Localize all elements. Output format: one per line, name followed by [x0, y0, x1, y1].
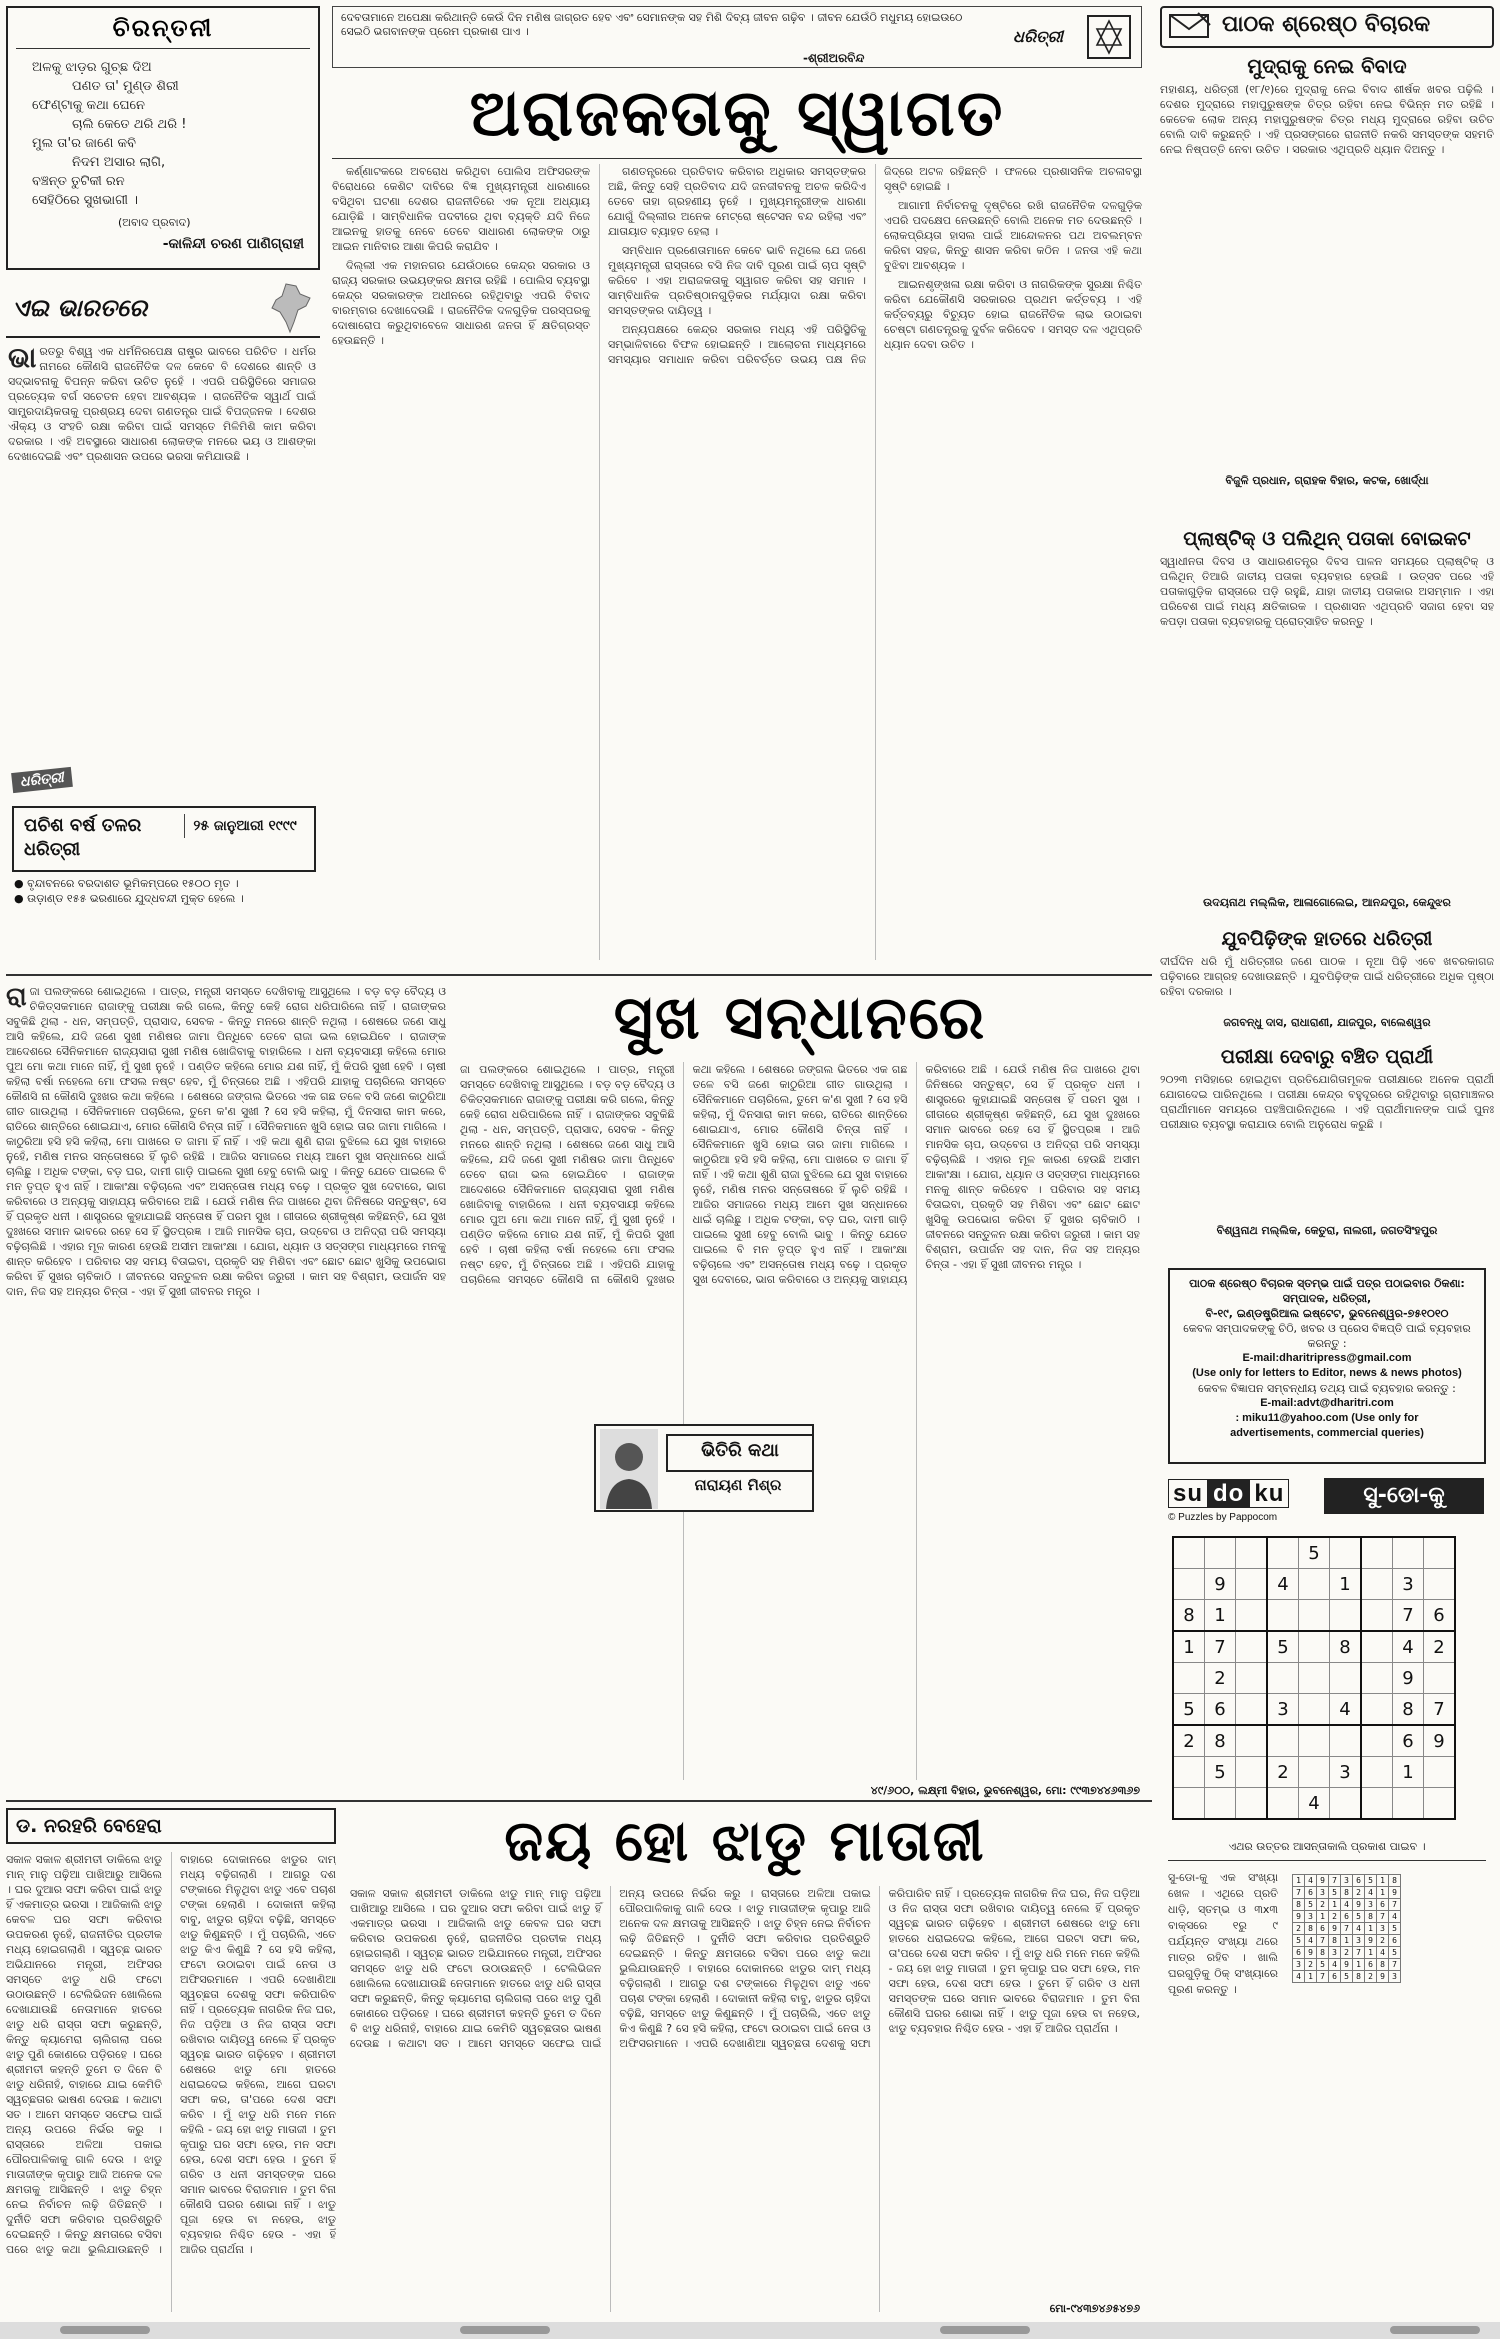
answer-cell: 4 [1389, 1911, 1401, 1923]
answer-cell: 6 [1389, 1935, 1401, 1947]
envelope-icon [1168, 11, 1212, 41]
sudoku-cell[interactable] [1236, 1631, 1268, 1663]
sudoku-cell: 8 [1173, 1600, 1205, 1632]
sudoku-logo-part: su [1168, 1479, 1208, 1508]
sudoku-cell[interactable] [1299, 1694, 1330, 1726]
answer-row [1293, 1923, 1401, 1935]
answer-cell: 4 [1353, 1923, 1365, 1935]
sudoku-cell[interactable] [1236, 1600, 1268, 1632]
sudoku-answer-grid [1292, 1874, 1401, 1983]
answer-cell: 8 [1305, 1923, 1317, 1935]
answer-cell: 9 [1377, 1971, 1389, 1983]
masthead-paper-name: ଧରିତ୍ରୀ [1013, 27, 1063, 46]
answer-cell: 1 [1365, 1923, 1377, 1935]
archive-item: ● ବୃନ୍ଦାବନରେ ବରଦାଶତ ଭୂମିକମ୍ପରେ ୧୫୦୦ ମୃତ । [14, 877, 239, 890]
aji-bharat-header [6, 280, 320, 338]
sudoku-cell[interactable] [1424, 1663, 1456, 1694]
answer-cell: 2 [1293, 1923, 1305, 1935]
masthead-quote-author: -ଶ୍ରୀଅରବିନ୍ଦ [803, 51, 865, 65]
column-byline-box [594, 1424, 814, 1512]
letter-item [1160, 928, 1494, 1030]
sudoku-cell: 8 [1330, 1631, 1362, 1663]
answer-cell: 8 [1353, 1971, 1365, 1983]
poem-line: ପଣତ ତା' ମୁଣ୍ଡ ଶିରୀ [72, 79, 179, 94]
sudoku-logo-part: ku [1249, 1479, 1289, 1508]
sudoku-cell: 4 [1393, 1631, 1424, 1663]
contact-line: ସମ୍ପାଦକ, ଧରିତ୍ରୀ, [1282, 1292, 1372, 1305]
india-map-icon [266, 282, 314, 334]
poem-author: -କାଳିନ୍ଦୀ ଚରଣ ପାଣିଗ୍ରାହୀ [162, 236, 304, 252]
sudoku-cell[interactable] [1393, 1788, 1424, 1820]
sudoku-cell: 7 [1424, 1694, 1456, 1726]
contact-line: ବି-୧୯, ଇଣ୍ଡଷ୍ଟ୍ରିଆଲ ଇଷ୍ଟେଟ, ଭୁବନେଶ୍ୱର-୭୫୧୦୧୦ [1205, 1307, 1449, 1320]
answer-cell: 1 [1377, 1875, 1389, 1887]
lower-page-rule [6, 1800, 1152, 1802]
sudoku-cell: 2 [1205, 1663, 1236, 1694]
answer-cell: 9 [1353, 1899, 1365, 1911]
contact-email-alt[interactable]: : miku11@yahoo.com (Use only for [1235, 1412, 1419, 1424]
answer-cell: 8 [1365, 1911, 1377, 1923]
answer-cell: 3 [1365, 1899, 1377, 1911]
answer-cell: 8 [1377, 1959, 1389, 1971]
answer-cell: 5 [1329, 1887, 1341, 1899]
sudoku-cell: 8 [1393, 1694, 1424, 1726]
sudoku-cell: 5 [1205, 1757, 1236, 1788]
letters-section [1160, 6, 1494, 1256]
sukha-text: ଜା ପଲଙ୍କରେ ଶୋଇଥିଲେ । ପାତ୍ର, ମନ୍ତ୍ରୀ ସମସ୍ତେ ଦେଖିବାକୁ ଆସୁଥିଲେ । ବଡ଼ ବଡ଼ ବୈଦ୍ୟ ଓ ଚିକିତ୍ସକମାନେ ରାଜାଙ୍କୁ ପରୀକ୍ଷା କରି ଗଲେ, କିନ୍ତୁ କେହି ରୋଗ ଧରିପାରିଲେ ନାହିଁ । ରାଜାଙ୍କର ସବୁକିଛି ଥିଲା - ଧନ, ସମ୍ପତ୍ତି, ପ୍ରାସାଦ, ସେବକ - କିନ୍ତୁ ମନରେ ଶାନ୍ତି ନଥିଲା । ଶେଷରେ ଜଣେ ସାଧୁ ଆସି କହିଲେ, ଯଦି ଜଣେ ସୁଖୀ ମଣିଷର ଜାମା ପିନ୍ଧିବେ ତେବେ ରାଜା ଭଲ ହୋଇଯିବେ । ରାଜାଙ୍କ ଆଦେଶରେ ସୈନିକମାନେ ରାଜ୍ୟସାରା ସୁଖୀ ମଣିଷ ଖୋଜିବାକୁ ବାହାରିଲେ । ଧନୀ ବ୍ୟବସାୟୀ କହିଲେ ମୋର ପୁଅ ମୋ କଥା ମାନେ ନାହିଁ, ମୁଁ ସୁଖୀ ନୁହେଁ । ପଣ୍ଡିତ କହିଲେ ମୋର ଯଶ ନାହିଁ, ମୁଁ କିପରି ସୁଖୀ ହେବି । ଚାଷୀ କହିଲା ବର୍ଷା ନହେଲେ ମୋ ଫସଲ ନଷ୍ଟ ହେବ, ମୁଁ ଚିନ୍ତାରେ ଅଛି । ଏହିପରି ଯାହାକୁ ପଚାରିଲେ ସମସ୍ତେ କୌଣସି ନା କୌଣସି ଦୁଃଖର କଥା କହିଲେ । ଶେଷରେ ଜଙ୍ଗଲ ଭିତରେ ଏକ ଗଛ ତଳେ ବସି ଜଣେ କାଠୁରିଆ ଗୀତ ଗାଉଥିଲା । ସୈନିକମାନେ ପଚାରିଲେ, ତୁମେ କ'ଣ ସୁଖୀ ? ସେ ହସି କହିଲା, ମୁଁ ଦିନସାରା କାମ କରେ, ରାତିରେ ଶାନ୍ତିରେ ଶୋଇଯାଏ, ମୋର କୌଣସି ଚିନ୍ତା ନାହିଁ । ସୈନିକମାନେ ଖୁସି ହୋଇ ତାର ଜାମା ମାଗିଲେ । କାଠୁରିଆ ହସି ହସି କହିଲା, ମୋ ପାଖରେ ତ ଜାମା ହିଁ ନାହିଁ । ଏହି କଥା ଶୁଣି ରାଜା ବୁଝିଲେ ଯେ ସୁଖ ବାହାରେ ନୁହେଁ, ମଣିଷ ମନର ସନ୍ତୋଷରେ ହିଁ ଲୁଚି ରହିଛି । ଆଜିର ସମାଜରେ ମଧ୍ୟ ଆମେ ସୁଖ ସନ୍ଧାନରେ ଧାଇଁ ଚାଲିଛୁ । ଅଧିକ ଟଙ୍କା, ବଡ଼ ଘର, ଦାମୀ ଗାଡ଼ି ପାଇଲେ ସୁଖୀ ହେବୁ ବୋଲି ଭାବୁ । କିନ୍ତୁ ଯେତେ ପାଇଲେ ବି ମନ ତୃପ୍ତ ହୁଏ ନାହିଁ । ଆକାଂକ୍ଷା ବଢ଼ିଚାଲେ ଏବଂ ଅସନ୍ତୋଷ ମଧ୍ୟ ବଢ଼େ । ପ୍ରକୃତ ସୁଖ ଦେବାରେ, ଭାଗ କରିବାରେ ଓ ଅନ୍ୟକୁ ସାହାଯ୍ୟ କରିବାରେ ଅଛି । ଯେଉଁ ମଣିଷ ନିଜ ପାଖରେ ଥିବା ଜିନିଷରେ ସନ୍ତୁଷ୍ଟ, ସେ ହିଁ ପ୍ରକୃତ ଧନୀ । ଶାସ୍ତ୍ରରେ କୁହାଯାଇଛି ସନ୍ତୋଷ ହିଁ ପରମ ସୁଖ । ଗୀତାରେ ଶ୍ରୀକୃଷ୍ଣ କହିଛନ୍ତି, ଯେ ସୁଖ ଦୁଃଖରେ ସମାନ ଭାବରେ ରହେ ସେ ହିଁ ସ୍ଥିତପ୍ରଜ୍ଞ । ଆଜି ମାନସିକ ଚାପ, ଉଦ୍‌ବେଗ ଓ ଅନିଦ୍ରା ପରି ସମସ୍ୟା ବଢ଼ିଚାଲିଛି । ଏହାର ମୂଳ କାରଣ ହେଉଛି ଅସୀମ ଆକାଂକ୍ଷା । ଯୋଗ, ଧ୍ୟାନ ଓ ସତ୍‌ସଙ୍ଗ ମାଧ୍ୟମରେ ମନକୁ ଶାନ୍ତ କରିହେବ । ପରିବାର ସହ ସମୟ ବିତାଇବା, ପ୍ରକୃତି ସହ ମିଶିବା ଏବଂ ଛୋଟ ଛୋଟ ଖୁସିକୁ ଉପଭୋଗ କରିବା ହିଁ ସୁଖର ଚାବିକାଠି । ଜୀବନରେ ସନ୍ତୁଳନ ରକ୍ଷା କରିବା ଜରୁରୀ । କାମ ସହ ବିଶ୍ରାମ, ଉପାର୍ଜନ ସହ ଦାନ, ନିଜ ସହ ଅନ୍ୟର ଚିନ୍ତା - ଏହା ହିଁ ସୁଖୀ ଜୀବନର ମନ୍ତ୍ର । [6, 985, 446, 1298]
sudoku-rules: ସୁ-ଡୋ-କୁ ଏକ ସଂଖ୍ୟା ଖେଳ । ଏଥିରେ ପ୍ରତି ଧାଡ଼ି, ସ୍ତମ୍ଭ ଓ ୩x୩ ବାକ୍ସରେ ୧ରୁ ୯ ପର୍ଯ୍ୟନ୍ତ ସଂଖ୍ୟା ଥରେ ମାତ୍ର ରହିବ । ଖାଲି ଘରଗୁଡ଼ିକୁ ଠିକ୍ ସଂଖ୍ୟାରେ ପୂରଣ କରନ୍ତୁ । [1168, 1871, 1278, 1996]
answer-cell: 6 [1353, 1875, 1365, 1887]
sudoku-cell[interactable] [1361, 1537, 1393, 1569]
jay-phone: ମୋ-୯୪୩୭୪୬୫୪୭୬ [930, 2302, 1140, 2316]
answer-cell: 6 [1305, 1887, 1317, 1899]
answer-cell: 2 [1377, 1935, 1389, 1947]
editorial-body [332, 164, 1142, 960]
sudoku-odia-title: ସୁ-ଡୋ-କୁ [1324, 1478, 1484, 1514]
poem-line: ଅଳକୁ ଝାଡ଼ର ଗୁଚ୍ଛ ଦିଅ [32, 60, 152, 75]
sudoku-cell[interactable] [1236, 1694, 1268, 1726]
answer-row [1293, 1911, 1401, 1923]
poem-lines [32, 58, 186, 210]
answer-cell: 1 [1329, 1899, 1341, 1911]
sudoku-cell[interactable] [1330, 1600, 1362, 1632]
sudoku-cell: 3 [1330, 1757, 1362, 1788]
sudoku-cell[interactable] [1205, 1788, 1236, 1820]
column-label: ଭିତିରି କଥା [666, 1434, 814, 1472]
jay-headline: ଜୟ ହୋ ଝାଡୁ ମାତାଜୀ [504, 1809, 986, 1874]
masthead-quote-box [332, 6, 1142, 68]
sudoku-cell: 5 [1173, 1694, 1205, 1726]
sudoku-cell: 3 [1267, 1694, 1299, 1726]
sudoku-row [1173, 1757, 1455, 1788]
aji-bharat-heading: ଏଇ ଭାରତରେ [12, 294, 148, 322]
archive-title-box [12, 806, 316, 872]
sudoku-cell: 7 [1205, 1631, 1236, 1663]
sudoku-logo-part: do [1208, 1479, 1249, 1508]
sudoku-cell[interactable] [1361, 1663, 1393, 1694]
answer-cell: 9 [1305, 1947, 1317, 1959]
sukha-address: ୪୯/୬୦୦, ଲକ୍ଷ୍ମୀ ବିହାର, ଭୁବନେଶ୍ୱର, ମୋ: ୯୯୩୭୪୪୬୩୬୭ [870, 1784, 1140, 1797]
answer-cell: 4 [1293, 1971, 1305, 1983]
letter-title: ପ୍ଲାଷ୍ଟିକ୍ ଓ ପଲିଥିନ୍ ପତାକା ବୋଇକଟ [1183, 528, 1471, 550]
sudoku-row [1173, 1663, 1455, 1694]
answer-cell: 8 [1293, 1899, 1305, 1911]
answer-cell: 1 [1341, 1935, 1353, 1947]
sudoku-cell[interactable] [1424, 1569, 1456, 1600]
sudoku-cell[interactable] [1236, 1537, 1268, 1569]
answer-cell: 1 [1305, 1971, 1317, 1983]
sudoku-cell[interactable] [1267, 1600, 1299, 1632]
letter-body: ସ୍ୱାଧୀନତା ଦିବସ ଓ ସାଧାରଣତନ୍ତ୍ର ଦିବସ ପାଳନ ସମୟରେ ପ୍ଲାଷ୍ଟିକ୍ ଓ ପଲିଥିନ୍ ତିଆରି ଜାତୀୟ ପତାକା ବ୍ୟବହାର ହେଉଛି । ଉତ୍ସବ ପରେ ଏହି ପତାକାଗୁଡ଼ିକ ରାସ୍ତାରେ ପଡ଼ି ରହୁଛି, ଯାହା ଜାତୀୟ ପତାକାର ଅସମ୍ମାନ । ଏହା ପରିବେଶ ପାଇଁ ମଧ୍ୟ କ୍ଷତିକାରକ । ପ୍ରଶାସନ ଏଥିପ୍ରତି ସଜାଗ ହେବା ସହ କପଡ଼ା ପତାକା ବ୍ୟବହାରକୁ ପ୍ରୋତ୍ସାହିତ କରନ୍ତୁ । [1160, 555, 1494, 628]
archive-box [6, 770, 320, 970]
jay-author-label: ଡ. ନରହରି ବେହେରା [16, 1815, 162, 1837]
letter-signature: ଜଗବନ୍ଧୁ ଦାସ, ରାଧାରାଣୀ, ଯାଜପୁର, ବାଲେଶ୍ୱର [1223, 1016, 1431, 1029]
sudoku-cell[interactable] [1267, 1788, 1299, 1820]
answer-cell: 1 [1377, 1887, 1389, 1899]
answer-cell: 2 [1329, 1911, 1341, 1923]
sudoku-cell[interactable] [1330, 1725, 1362, 1757]
answer-cell: 4 [1377, 1947, 1389, 1959]
answer-cell: 6 [1329, 1971, 1341, 1983]
answer-cell: 3 [1293, 1959, 1305, 1971]
star-emblem-icon [1087, 15, 1131, 59]
sudoku-cell[interactable] [1299, 1757, 1330, 1788]
answer-row [1293, 1947, 1401, 1959]
answer-row [1293, 1875, 1401, 1887]
sudoku-header [1168, 1478, 1486, 1526]
sudoku-cell[interactable] [1236, 1788, 1268, 1820]
poem-line: ବଞ୍ଚନ୍ତ ତୁଟିକୀ ରନ [32, 174, 125, 189]
footer-tab [60, 2326, 150, 2334]
answer-row [1293, 1899, 1401, 1911]
sudoku-cell: 4 [1330, 1694, 1362, 1726]
answer-cell: 1 [1353, 1959, 1365, 1971]
editorial-headline: ଅରାଜକତାକୁ ସ୍ୱାଗତ [469, 77, 1005, 151]
answer-cell: 2 [1305, 1959, 1317, 1971]
answer-cell: 6 [1293, 1947, 1305, 1959]
answer-cell: 9 [1365, 1935, 1377, 1947]
sudoku-cell: 8 [1205, 1725, 1236, 1757]
answer-cell: 2 [1353, 1887, 1365, 1899]
sudoku-cell: 6 [1424, 1600, 1456, 1632]
answer-cell: 1 [1365, 1947, 1377, 1959]
sudoku-cell[interactable] [1267, 1537, 1299, 1569]
poem-line: ସେହିଠିରେ ସୁଖଭାଗୀ । [32, 193, 138, 208]
sudoku-section [1168, 1478, 1486, 2328]
answer-cell: 6 [1317, 1923, 1329, 1935]
sudoku-cell[interactable] [1330, 1663, 1362, 1694]
sudoku-row [1173, 1537, 1455, 1569]
letters-banner-title: ପାଠକ ଶ୍ରେଷ୍ଠ ବିଚାରକ [1222, 12, 1431, 37]
sudoku-row [1173, 1725, 1455, 1757]
answer-cell: 8 [1329, 1935, 1341, 1947]
answer-cell: 9 [1329, 1923, 1341, 1935]
answer-cell: 4 [1341, 1899, 1353, 1911]
sudoku-cell: 1 [1173, 1631, 1205, 1663]
answer-cell: 7 [1341, 1923, 1353, 1935]
answer-row [1293, 1959, 1401, 1971]
sudoku-cell[interactable] [1361, 1788, 1393, 1820]
sudoku-cell[interactable] [1361, 1725, 1393, 1757]
poem-source: (ଅବାଦ ପ୍ରବାଦ) [118, 216, 191, 229]
sudoku-grid[interactable] [1172, 1536, 1456, 1820]
editorial-paragraph: ଅନ୍ୟପକ୍ଷରେ କେନ୍ଦ୍ର ସରକାର ମଧ୍ୟ ଏହି ପରିସ୍ଥିତିକୁ ସମ୍ଭାଳିବାରେ ବିଫଳ ହୋଇଛନ୍ତି । ଆଲୋଚନା ମାଧ୍ୟମରେ ସମସ୍ୟାର ସମାଧାନ କରିବା ପରିବର୍ତ୍ତେ ଉଭୟ ପକ୍ଷ ନିଜ ଜିଦ୍‌ରେ ଅଟଳ ରହିଛନ୍ତି । ଫଳରେ ପ୍ରଶାସନିକ ଅଚଳାବସ୍ଥା ସୃଷ୍ଟି ହୋଇଛି । [608, 165, 1142, 366]
sudoku-cell[interactable] [1299, 1663, 1330, 1694]
aji-bharat-drop-cap: ଭା [8, 344, 37, 374]
answer-cell: 7 [1389, 1899, 1401, 1911]
contact-line: ପାଠକ ଶ୍ରେଷ୍ଠ ବିଚାରକ ସ୍ତମ୍ଭ ପାଇଁ ପତ୍ର ପଠାଇବାର ଠିକଣା: [1189, 1277, 1465, 1290]
answer-cell: 5 [1317, 1959, 1329, 1971]
sudoku-cell[interactable] [1330, 1537, 1362, 1569]
sudoku-cell: 6 [1205, 1694, 1236, 1726]
mid-page-rule [6, 974, 1152, 976]
letter-item [1160, 1046, 1494, 1238]
answer-row [1293, 1935, 1401, 1947]
sudoku-cell: 5 [1267, 1631, 1299, 1663]
aji-bharat-section [6, 280, 320, 750]
answer-cell: 7 [1293, 1887, 1305, 1899]
sudoku-cell: 6 [1393, 1725, 1424, 1757]
letter-body: ମହାଶୟ, ଧରିତ୍ରୀ (୧୮/୧)ରେ ମୁଦ୍ରାକୁ ନେଇ ବିବାଦ ଶୀର୍ଷକ ଖବର ପଢ଼ିଲି । ଦେଶର ମୁଦ୍ରାରେ ମହାପୁରୁଷଙ୍କ ଚିତ୍ର ରହିବା ନେଇ ବିଭିନ୍ନ ମତ ରହିଛି । କେତେକ ଲୋକ ଅନ୍ୟ ମହାପୁରୁଷଙ୍କ ଚିତ୍ର ମଧ୍ୟ ମୁଦ୍ରାରେ ରହିବା ଉଚିତ ବୋଲି ଦାବି କରୁଛନ୍ତି । ଏହି ପ୍ରସଙ୍ଗରେ ରାଜନୀତି ନକରି ସମସ୍ତଙ୍କ ସହମତି ନେଇ ନିଷ୍ପତ୍ତି ନେବା ଉଚିତ । ସରକାର ଏଥିପ୍ରତି ଧ୍ୟାନ ଦିଅନ୍ତୁ । [1160, 83, 1494, 156]
answer-cell: 2 [1365, 1971, 1377, 1983]
answer-cell: 6 [1377, 1899, 1389, 1911]
sudoku-cell: 2 [1173, 1725, 1205, 1757]
sudoku-cell[interactable] [1361, 1600, 1393, 1632]
sudoku-cell[interactable] [1330, 1788, 1362, 1820]
sudoku-cell[interactable] [1236, 1569, 1268, 1600]
sudoku-divider [1168, 1860, 1486, 1861]
sudoku-cell[interactable] [1299, 1569, 1330, 1600]
letter-signature: ବିଶ୍ୱନାଥ ମଲ୍ଲିକ, କେତୁରା, ନାଲଗୀ, ଜଗତସିଂହପୁର [1216, 1224, 1438, 1237]
sudoku-cell[interactable] [1236, 1725, 1268, 1757]
sudoku-cell: 4 [1267, 1569, 1299, 1600]
jay-author-box [6, 1808, 336, 1844]
sudoku-cell: 1 [1205, 1600, 1236, 1632]
letter-title: ଯୁବପିଢ଼ିଙ୍କ ହାତରେ ଧରିତ୍ରୀ [1221, 928, 1433, 950]
sudoku-cell: 4 [1299, 1788, 1330, 1820]
footer-tab [940, 2326, 1030, 2334]
sudoku-cell[interactable] [1361, 1569, 1393, 1600]
sudoku-cell[interactable] [1424, 1788, 1456, 1820]
masthead-quote: ଦେବତାମାନେ ଅପେକ୍ଷା କରିଥାନ୍ତି କେଉଁ ଦିନ ମଣିଷ ଜାଗ୍ରତ ହେବ ଏବଂ ସେମାନଙ୍କ ସହ ମିଶି ଦିବ୍ୟ ଜୀବନ ଗଢ଼ିବ । ଜୀବନ ଯେଉଁଠି ମଧୁମୟ ହୋଇଉଠେ ସେଇଠି ଭଗବାନଙ୍କ ପ୍ରେମ ପ୍ରକାଶ ପାଏ । [341, 11, 963, 38]
answer-row [1293, 1971, 1401, 1983]
answer-cell: 3 [1389, 1971, 1401, 1983]
poem-title: ଚିରନ୍ତନୀ [112, 14, 214, 42]
sudoku-cell[interactable] [1205, 1537, 1236, 1569]
poem-line: ଚାଲି କେତେ ଥରି ଥରି ! [72, 117, 187, 132]
archive-items [14, 876, 314, 906]
editorial-paragraph: କର୍ଣ୍ଣାଟକରେ ଅବରୋଧ କରିଥିବା ପୋଲିସ ଅଫିସରଙ୍କ ବିରୋଧରେ କେଶିଟ ଦାବିରେ ବିଜ୍ଞ ମୁଖ୍ୟମନ୍ତ୍ରୀ ଧାରଣାରେ ବସିଥିବା ଘଟଣା ଦେଶର ରାଜନୀତିରେ ଏକ ନୂଆ ଅଧ୍ୟାୟ ଯୋଡ଼ିଛି । ସାମ୍ବିଧାନିକ ପଦବୀରେ ଥିବା ବ୍ୟକ୍ତି ଯଦି ନିଜେ ଆଇନକୁ ହାତକୁ ନେବେ ତେବେ ସାଧାରଣ ଲୋକଙ୍କ ଠାରୁ ଆଇନ ମାନିବାର ଆଶା କିପରି କରାଯିବ । [332, 165, 590, 253]
author-photo-icon [600, 1429, 658, 1509]
sukha-drop-cap: ରା [6, 984, 27, 1012]
sudoku-cell: 3 [1393, 1569, 1424, 1600]
editorial-paragraph: ସମ୍ବିଧାନ ପ୍ରଣେତାମାନେ କେବେ ଭାବି ନଥିଲେ ଯେ ଜଣେ ମୁଖ୍ୟମନ୍ତ୍ରୀ ରାସ୍ତାରେ ବସି ନିଜ ଦାବି ପୂରଣ ପାଇଁ ଚାପ ସୃଷ୍ଟି କରିବେ । ଏହା ଅରାଜକତାକୁ ସ୍ୱାଗତ କରିବା ସହ ସମାନ । ସାମ୍ବିଧାନିକ ପ୍ରତିଷ୍ଠାନଗୁଡ଼ିକର ମର୍ଯ୍ୟାଦା ରକ୍ଷା କରିବା ସମସ୍ତଙ୍କର ଦାୟିତ୍ୱ । [608, 244, 866, 317]
editorial-rule [332, 158, 1142, 159]
sudoku-row [1173, 1694, 1455, 1726]
editorial-paragraph: ଆଇନଶୃଙ୍ଖଳା ରକ୍ଷା କରିବା ଓ ନାଗରିକଙ୍କ ସୁରକ୍ଷା ନିଶ୍ଚିତ କରିବା ଯେକୌଣସି ସରକାରର ପ୍ରଥମ କର୍ତ୍ତବ୍ୟ । ଏହି କର୍ତ୍ତବ୍ୟରୁ ବିଚ୍ୟୁତ ହୋଇ ରାଜନୈତିକ ଲାଭ ଉଠାଇବା ଚେଷ୍ଟା ଗଣତନ୍ତ୍ରକୁ ଦୁର୍ବଳ କରିଦେବ । ସମସ୍ତ ଦଳ ଏଥିପ୍ରତି ଧ୍ୟାନ ଦେବା ଉଚିତ । [884, 278, 1142, 351]
letter-item [1160, 54, 1494, 488]
answer-cell: 8 [1317, 1947, 1329, 1959]
poem-box [6, 6, 320, 270]
sudoku-cell: 9 [1393, 1663, 1424, 1694]
sudoku-cell[interactable] [1361, 1694, 1393, 1726]
footer-tab [1390, 2326, 1480, 2334]
sudoku-cell: 5 [1299, 1537, 1330, 1569]
answer-cell: 2 [1317, 1899, 1329, 1911]
archive-item: ● ଉଡ଼ାଣ୍ଡ ୧୫୫ ଭରଣାରେ ଯୁଦ୍ଧବନ୍ଦୀ ମୁକ୍ତ ହେଲେ । [14, 892, 244, 905]
sudoku-cell: 1 [1393, 1757, 1424, 1788]
sudoku-row [1173, 1600, 1455, 1632]
answer-cell: 4 [1365, 1887, 1377, 1899]
letter-title: ପରୀକ୍ଷା ଦେବାରୁ ବଞ୍ଚିତ ପ୍ରାର୍ଥୀ [1220, 1046, 1434, 1068]
answer-cell: 6 [1365, 1959, 1377, 1971]
answer-row [1293, 1887, 1401, 1899]
answer-cell: 9 [1293, 1911, 1305, 1923]
sukha-right-columns: ଜା ପଲଙ୍କରେ ଶୋଇଥିଲେ । ପାତ୍ର, ମନ୍ତ୍ରୀ ସମସ୍ତେ ଦେଖିବାକୁ ଆସୁଥିଲେ । ବଡ଼ ବଡ଼ ବୈଦ୍ୟ ଓ ଚିକିତ୍ସକମାନେ ରାଜାଙ୍କୁ ପରୀକ୍ଷା କରି ଗଲେ, କିନ୍ତୁ କେହି ରୋଗ ଧରିପାରିଲେ ନାହିଁ । ରାଜାଙ୍କର ସବୁକିଛି ଥିଲା - ଧନ, ସମ୍ପତ୍ତି, ପ୍ରାସାଦ, ସେବକ - କିନ୍ତୁ ମନରେ ଶାନ୍ତି ନଥିଲା । ଶେଷରେ ଜଣେ ସାଧୁ ଆସି କହିଲେ, ଯଦି ଜଣେ ସୁଖୀ ମଣିଷର ଜାମା ପିନ୍ଧିବେ ତେବେ ରାଜା ଭଲ ହୋଇଯିବେ । ରାଜାଙ୍କ ଆଦେଶରେ ସୈନିକମାନେ ରାଜ୍ୟସାରା ସୁଖୀ ମଣିଷ ଖୋଜିବାକୁ ବାହାରିଲେ । ଧନୀ ବ୍ୟବସାୟୀ କହିଲେ ମୋର ପୁଅ ମୋ କଥା ମାନେ ନାହିଁ, ମୁଁ ସୁଖୀ ନୁହେଁ । ପଣ୍ଡିତ କହିଲେ ମୋର ଯଶ ନାହିଁ, ମୁଁ କିପରି ସୁଖୀ ହେବି । ଚାଷୀ କହିଲା ବର୍ଷା ନହେଲେ ମୋ ଫସଲ ନଷ୍ଟ ହେବ, ମୁଁ ଚିନ୍ତାରେ ଅଛି । ଏହିପରି ଯାହାକୁ ପଚାରିଲେ ସମସ୍ତେ କୌଣସି ନା କୌଣସି ଦୁଃଖର କଥା କହିଲେ । ଶେଷରେ ଜଙ୍ଗଲ ଭିତରେ ଏକ ଗଛ ତଳେ ବସି ଜଣେ କାଠୁରିଆ ଗୀତ ଗାଉଥିଲା । ସୈନିକମାନେ ପଚାରିଲେ, ତୁମେ କ'ଣ ସୁଖୀ ? ସେ ହସି କହିଲା, ମୁଁ ଦିନସାରା କାମ କରେ, ରାତିରେ ଶାନ୍ତିରେ ଶୋଇଯାଏ, ମୋର କୌଣସି ଚିନ୍ତା ନାହିଁ । ସୈନିକମାନେ ଖୁସି ହୋଇ ତାର ଜାମା ମାଗିଲେ । କାଠୁରିଆ ହସି ହସି କହିଲା, ମୋ ପାଖରେ ତ ଜାମା ହିଁ ନାହିଁ । ଏହି କଥା ଶୁଣି ରାଜା ବୁଝିଲେ ଯେ ସୁଖ ବାହାରେ ନୁହେଁ, ମଣିଷ ମନର ସନ୍ତୋଷରେ ହିଁ ଲୁଚି ରହିଛି । ଆଜିର ସମାଜରେ ମଧ୍ୟ ଆମେ ସୁଖ ସନ୍ଧାନରେ ଧାଇଁ ଚାଲିଛୁ । ଅଧିକ ଟଙ୍କା, ବଡ଼ ଘର, ଦାମୀ ଗାଡ଼ି ପାଇଲେ ସୁଖୀ ହେବୁ ବୋଲି ଭାବୁ । କିନ୍ତୁ ଯେତେ ପାଇଲେ ବି ମନ ତୃପ୍ତ ହୁଏ ନାହିଁ । ଆକାଂକ୍ଷା ବଢ଼ିଚାଲେ ଏବଂ ଅସନ୍ତୋଷ ମଧ୍ୟ ବଢ଼େ । ପ୍ରକୃତ ସୁଖ ଦେବାରେ, ଭାଗ କରିବାରେ ଓ ଅନ୍ୟକୁ ସାହାଯ୍ୟ କରିବାରେ ଅଛି । ଯେଉଁ ମଣିଷ ନିଜ ପାଖରେ ଥିବା ଜିନିଷରେ ସନ୍ତୁଷ୍ଟ, ସେ ହିଁ ପ୍ରକୃତ ଧନୀ । ଶାସ୍ତ୍ରରେ କୁହାଯାଇଛି ସନ୍ତୋଷ ହିଁ ପରମ ସୁଖ । ଗୀତାରେ ଶ୍ରୀକୃଷ୍ଣ କହିଛନ୍ତି, ଯେ ସୁଖ ଦୁଃଖରେ ସମାନ ଭାବରେ ରହେ ସେ ହିଁ ସ୍ଥିତପ୍ରଜ୍ଞ । ଆଜି ମାନସିକ ଚାପ, ଉଦ୍‌ବେଗ ଓ ଅନିଦ୍ରା ପରି ସମସ୍ୟା ବଢ଼ିଚାଲିଛି । ଏହାର ମୂଳ କାରଣ ହେଉଛି ଅସୀମ ଆକାଂକ୍ଷା । ଯୋଗ, ଧ୍ୟାନ ଓ ସତ୍‌ସଙ୍ଗ ମାଧ୍ୟମରେ ମନକୁ ଶାନ୍ତ କରିହେବ । ପରିବାର ସହ ସମୟ ବିତାଇବା, ପ୍ରକୃତି ସହ ମିଶିବା ଏବଂ ଛୋଟ ଛୋଟ ଖୁସିକୁ ଉପଭୋଗ କରିବା ହିଁ ସୁଖର ଚାବିକାଠି । ଜୀବନରେ ସନ୍ତୁଳନ ରକ୍ଷା କରିବା ଜରୁରୀ । କାମ ସହ ବିଶ୍ରାମ, ଉପାର୍ଜନ ସହ ଦାନ, ନିଜ ସହ ଅନ୍ୟର ଚିନ୍ତା - ଏହା ହିଁ ସୁଖୀ ଜୀବନର ମନ୍ତ୍ର । [460, 1063, 1140, 1286]
sudoku-cell[interactable] [1173, 1663, 1205, 1694]
answer-cell: 3 [1317, 1887, 1329, 1899]
letter-body: ଦୀର୍ଘଦିନ ଧରି ମୁଁ ଧରିତ୍ରୀର ଜଣେ ପାଠକ । ନୂଆ ପିଢ଼ି ଏବେ ଖବରକାଗଜ ପଢ଼ିବାରେ ଆଗ୍ରହ ଦେଖାଉଛନ୍ତି । ଯୁବପିଢ଼ିଙ୍କ ପାଇଁ ଧରିତ୍ରୀରେ ଅଧିକ ପୃଷ୍ଠା ରହିବା ଦରକାର । [1160, 955, 1494, 998]
sudoku-answer-note: ଏଥର ଉତ୍ତର ଆସନ୍ତାକାଲି ପ୍ରକାଶ ପାଇବ । [1228, 1840, 1426, 1853]
sudoku-cell: 9 [1424, 1725, 1456, 1757]
letter-signature: ଉଦୟନାଥ ମଲ୍ଲିକ, ଆଳାଗୋଲେଇ, ଆନନ୍ଦପୁର, କେନ୍ଦୁଝର [1203, 896, 1451, 909]
sudoku-cell[interactable] [1424, 1757, 1456, 1788]
sudoku-cell[interactable] [1361, 1757, 1393, 1788]
answer-cell: 7 [1353, 1947, 1365, 1959]
sukha-headline: ସୁଖ ସନ୍ଧାନରେ [613, 983, 987, 1053]
sudoku-cell[interactable] [1267, 1725, 1299, 1757]
archive-badge: ଧରିତ୍ରୀ [11, 767, 73, 793]
answer-cell: 9 [1341, 1959, 1353, 1971]
poem-title-rule [16, 48, 310, 49]
answer-cell: 8 [1341, 1887, 1353, 1899]
answer-cell: 3 [1353, 1935, 1365, 1947]
contact-line: କେବଳ ସମ୍ପାଦକଙ୍କୁ ଚିଠି, ଖବର ଓ ପ୍ରେସ ବିଜ୍ଞପ୍ତି ପାଇଁ ବ୍ୟବହାର କରନ୍ତୁ : [1183, 1322, 1471, 1350]
sudoku-cell[interactable] [1424, 1537, 1456, 1569]
answer-cell: 3 [1305, 1911, 1317, 1923]
answer-cell: 5 [1341, 1971, 1353, 1983]
poem-line: ମୁଲ ତା'ର ଜାଣେ କବି [32, 136, 136, 151]
answer-cell: 5 [1389, 1923, 1401, 1935]
page-footer [0, 2322, 1500, 2339]
answer-cell: 1 [1317, 1911, 1329, 1923]
sukha-left-column [6, 984, 446, 1780]
sudoku-logo [1168, 1480, 1289, 1508]
sudoku-row [1173, 1631, 1455, 1663]
sudoku-cell: 1 [1330, 1569, 1362, 1600]
answer-cell: 1 [1293, 1875, 1305, 1887]
answer-cell: 7 [1329, 1875, 1341, 1887]
archive-date: ୨୫ ଜାନୁଆରୀ ୧୯୯୯ [184, 814, 305, 838]
answer-cell: 5 [1389, 1947, 1401, 1959]
contact-email-advt[interactable]: E-mail:advt@dharitri.com [1260, 1397, 1394, 1409]
editorial-paragraph: ଦିଲ୍ଲୀ ଏକ ମହାନଗର ଯେଉଁଠାରେ କେନ୍ଦ୍ର ସରକାର ଓ ରାଜ୍ୟ ସରକାର ଉଭୟଙ୍କର କ୍ଷମତା ରହିଛି । ପୋଲିସ ବ୍ୟବସ୍ଥା କେନ୍ଦ୍ର ସରକାରଙ୍କ ଅଧୀନରେ ରହିଥିବାରୁ ଏପରି ବିବାଦ ବାରମ୍ବାର ଦେଖାଦେଉଛି । ରାଜନୈତିକ ଦଳଗୁଡ଼ିକ ପରସ୍ପରକୁ ଦୋଷାରୋପ କରୁଥିବାବେଳେ ସାଧାରଣ ଜନତା ହିଁ କ୍ଷତିଗ୍ରସ୍ତ ହେଉଛନ୍ତି । [332, 259, 590, 347]
sudoku-cell[interactable] [1299, 1600, 1330, 1632]
contact-note: (Use only for letters to Editor, news & news photos) [1192, 1367, 1462, 1379]
aji-bharat-text: ରତରୁ ବିଶ୍ୱ ଏକ ଧର୍ମନିରପେକ୍ଷ ରାଷ୍ଟ୍ର ଭାବରେ ପରିଚିତ । ଧର୍ମର ନାମରେ କୌଣସି ରାଜନୈତିକ ଦଳ କେବେ ବି ଦେଶରେ ଶାନ୍ତି ଓ ସଦ୍ଭାବନାକୁ ବିପନ୍ନ କରିବା ଉଚିତ ନୁହେଁ । ଏପରି ପରିସ୍ଥିତିରେ ସମାଜର ପ୍ରତ୍ୟେକ ବର୍ଗ ସଚେତନ ହେବା ଆବଶ୍ୟକ । ରାଜନୈତିକ ସ୍ୱାର୍ଥ ପାଇଁ ସାମ୍ପ୍ରଦାୟିକତାକୁ ପ୍ରଶ୍ରୟ ଦେବା ଗଣତନ୍ତ୍ର ପାଇଁ ବିପଜ୍ଜନକ । ଦେଶର ଐକ୍ୟ ଓ ସଂହତି ରକ୍ଷା କରିବା ପାଇଁ ସମସ୍ତେ ମିଳିମିଶି କାମ କରିବା ଦରକାର । ଏହି ଅବସ୍ଥାରେ ସାଧାରଣ ଲୋକଙ୍କ ମନରେ ଭୟ ଓ ଆଶଙ୍କା ଦେଖାଦେଇଛି ଏବଂ ପ୍ରଶାସନ ଉପରେ ଭରସା କମିଯାଉଛି । [8, 345, 316, 463]
answer-cell: 3 [1377, 1923, 1389, 1935]
contact-email-press[interactable]: E-mail:dharitripress@gmail.com [1242, 1352, 1412, 1364]
sudoku-cell[interactable] [1173, 1788, 1205, 1820]
contact-line: କେବଳ ବିଜ୍ଞାପନ ସମ୍ବନ୍ଧୀୟ ତଥ୍ୟ ପାଇଁ ବ୍ୟବହାର କରନ୍ତୁ : [1198, 1382, 1456, 1395]
sudoku-cell[interactable] [1236, 1757, 1268, 1788]
sudoku-cell[interactable] [1299, 1725, 1330, 1757]
letter-signature: ବିଜୁଳି ପ୍ରଧାନ, ଗ୍ରାହକ ବିହାର, କଟକ, ଖୋର୍ଦ୍ଧା [1225, 474, 1429, 487]
sudoku-cell: 7 [1393, 1600, 1424, 1632]
aji-bharat-body [8, 344, 316, 744]
poem-line: ଫେଣ୍ଟାକୁ କଥା ଘେନେ [32, 98, 146, 113]
sudoku-row [1173, 1569, 1455, 1600]
sudoku-cell[interactable] [1361, 1631, 1393, 1663]
footer-tab [460, 2326, 550, 2334]
answer-cell: 3 [1329, 1947, 1341, 1959]
answer-cell: 6 [1341, 1911, 1353, 1923]
answer-cell: 7 [1317, 1935, 1329, 1947]
sudoku-cell[interactable] [1299, 1631, 1330, 1663]
poem-line: ନିଦମ ଅସାର ଲାଗି, [72, 155, 166, 170]
sudoku-cell[interactable] [1393, 1537, 1424, 1569]
answer-cell: 7 [1317, 1971, 1329, 1983]
answer-cell: 7 [1377, 1911, 1389, 1923]
sudoku-cell: 9 [1205, 1569, 1236, 1600]
editorial-paragraph: ଆଗାମୀ ନିର୍ବାଚନକୁ ଦୃଷ୍ଟିରେ ରଖି ରାଜନୈତିକ ଦଳଗୁଡ଼ିକ ଏପରି ପଦକ୍ଷେପ ନେଉଛନ୍ତି ବୋଲି ଅନେକ ମତ ଦେଉଛନ୍ତି । ଲୋକପ୍ରିୟତା ହାସଲ ପାଇଁ ଆନ୍ଦୋଳନର ପଥ ଅବଲମ୍ବନ କରିବା ସହଜ, କିନ୍ତୁ ଶାସନ କରିବା କଠିନ । ଜନତା ଏହି କଥା ବୁଝିବା ଆବଶ୍ୟକ । [884, 199, 1142, 272]
sudoku-cell[interactable] [1173, 1537, 1205, 1569]
answer-cell: 2 [1341, 1947, 1353, 1959]
answer-cell: 4 [1305, 1935, 1317, 1947]
jay-right-columns: ସକାଳ ସକାଳ ଶ୍ରୀମତୀ ଡାକିଲେ ଝାଡୁ ମାନ୍ ମାନୁ ପଢ଼ିଆ ପାଖିଆରୁ ଆସିଲେ । ଘର ଦୁଆର ସଫା କରିବା ପାଇଁ ଝାଡୁ ହିଁ ଏକମାତ୍ର ଭରସା । ଆଜିକାଲି ଝାଡୁ କେବଳ ଘର ସଫା କରିବାର ଉପକରଣ ନୁହେଁ, ରାଜନୀତିର ପ୍ରତୀକ ମଧ୍ୟ ହୋଇଗଲାଣି । ସ୍ୱଚ୍ଛ ଭାରତ ଅଭିଯାନରେ ମନ୍ତ୍ରୀ, ଅଫିସର ସମସ୍ତେ ଝାଡୁ ଧରି ଫଟୋ ଉଠାଉଛନ୍ତି । ଟେଲିଭିଜନ ଖୋଲିଲେ ଦେଖାଯାଉଛି ନେତାମାନେ ହାତରେ ଝାଡୁ ଧରି ରାସ୍ତା ସଫା କରୁଛନ୍ତି, କିନ୍ତୁ କ୍ୟାମେରା ଚାଲିଗଲା ପରେ ଝାଡୁ ପୁଣି କୋଣରେ ପଡ଼ିରହେ । ଘରେ ଶ୍ରୀମତୀ କହନ୍ତି ତୁମେ ତ ଦିନେ ବି ଝାଡୁ ଧରିନାହଁ, ବାହାରେ ଯାଇ କେମିତି ସ୍ୱଚ୍ଛତାର ଭାଷଣ ଦେଉଛ । କଥାଟା ସତ । ଆମେ ସମସ୍ତେ ସଫେଇ ପାଇଁ ଅନ୍ୟ ଉପରେ ନିର୍ଭର କରୁ । ରାସ୍ତାରେ ଅଳିଆ ପକାଇ ପୌରପାଳିକାକୁ ଗାଳି ଦେଉ । ଝାଡୁ ମାତାଜୀଙ୍କ କୃପାରୁ ଆଜି ଅନେକ ଦଳ କ୍ଷମତାକୁ ଆସିଛନ୍ତି । ଝାଡୁ ଚିହ୍ନ ନେଇ ନିର୍ବାଚନ ଲଢ଼ି ଜିତିଛନ୍ତି । ଦୁର୍ନୀତି ସଫା କରିବାର ପ୍ରତିଶ୍ରୁତି ଦେଇଛନ୍ତି । କିନ୍ତୁ କ୍ଷମତାରେ ବସିବା ପରେ ଝାଡୁ କଥା ଭୁଲିଯାଉଛନ୍ତି । ବାହାରେ ଦୋକାନରେ ଝାଡୁର ଦାମ୍ ମଧ୍ୟ ବଢ଼ିଗଲାଣି । ଆଗରୁ ଦଶ ଟଙ୍କାରେ ମିଳୁଥିବା ଝାଡୁ ଏବେ ପଚାଶ ଟଙ୍କା ହେଲାଣି । ଦୋକାନୀ କହିଲା ବାବୁ, ଝାଡୁର ଚାହିଦା ବଢ଼ିଛି, ସମସ୍ତେ ଝାଡୁ କିଣୁଛନ୍ତି । ମୁଁ ପଚାରିଲି, ଏତେ ଝାଡୁ କିଏ କିଣୁଛି ? ସେ ହସି କହିଲା, ଫଟୋ ଉଠାଇବା ପାଇଁ ନେତା ଓ ଅଫିସରମାନେ । ଏପରି ଦେଖାଣିଆ ସ୍ୱଚ୍ଛତା ଦେଶକୁ ସଫା କରିପାରିବ ନାହିଁ । ପ୍ରତ୍ୟେକ ନାଗରିକ ନିଜ ଘର, ନିଜ ପଡ଼ିଆ ଓ ନିଜ ରାସ୍ତା ସଫା ରଖିବାର ଦାୟିତ୍ୱ ନେଲେ ହିଁ ପ୍ରକୃତ ସ୍ୱଚ୍ଛ ଭାରତ ଗଢ଼ିହେବ । ଶ୍ରୀମତୀ ଶେଷରେ ଝାଡୁ ମୋ ହାତରେ ଧରାଇଦେଇ କହିଲେ, ଆଗେ ଘରଟା ସଫା କର, ତା'ପରେ ଦେଶ ସଫା କରିବ । ମୁଁ ଝାଡୁ ଧରି ମନେ ମନେ କହିଲି - ଜୟ ହୋ ଝାଡୁ ମାତାଜୀ । ତୁମ କୃପାରୁ ଘର ସଫା ହେଉ, ମନ ସଫା ହେଉ, ଦେଶ ସଫା ହେଉ । ତୁମେ ହିଁ ଗରିବ ଓ ଧନୀ ସମସ୍ତଙ୍କ ଘରେ ସମାନ ଭାବରେ ବିରାଜମାନ । ତୁମ ବିନା କୌଣସି ଘରର ଶୋଭା ନାହିଁ । ଝାଡୁ ପୂଜା ହେଉ ବା ନହେଉ, ଝାଡୁ ବ୍ୟବହାର ନିଶ୍ଚିତ ହେଉ - ଏହା ହିଁ ଆଜିର ପ୍ରାର୍ଥନା । [350, 1887, 1140, 2050]
answer-cell: 3 [1341, 1875, 1353, 1887]
jay-left-columns: ସକାଳ ସକାଳ ଶ୍ରୀମତୀ ଡାକିଲେ ଝାଡୁ ମାନ୍ ମାନୁ ପଢ଼ିଆ ପାଖିଆରୁ ଆସିଲେ । ଘର ଦୁଆର ସଫା କରିବା ପାଇଁ ଝାଡୁ ହିଁ ଏକମାତ୍ର ଭରସା । ଆଜିକାଲି ଝାଡୁ କେବଳ ଘର ସଫା କରିବାର ଉପକରଣ ନୁହେଁ, ରାଜନୀତିର ପ୍ରତୀକ ମଧ୍ୟ ହୋଇଗଲାଣି । ସ୍ୱଚ୍ଛ ଭାରତ ଅଭିଯାନରେ ମନ୍ତ୍ରୀ, ଅଫିସର ସମସ୍ତେ ଝାଡୁ ଧରି ଫଟୋ ଉଠାଉଛନ୍ତି । ଟେଲିଭିଜନ ଖୋଲିଲେ ଦେଖାଯାଉଛି ନେତାମାନେ ହାତରେ ଝାଡୁ ଧରି ରାସ୍ତା ସଫା କରୁଛନ୍ତି, କିନ୍ତୁ କ୍ୟାମେରା ଚାଲିଗଲା ପରେ ଝାଡୁ ପୁଣି କୋଣରେ ପଡ଼ିରହେ । ଘରେ ଶ୍ରୀମତୀ କହନ୍ତି ତୁମେ ତ ଦିନେ ବି ଝାଡୁ ଧରିନାହଁ, ବାହାରେ ଯାଇ କେମିତି ସ୍ୱଚ୍ଛତାର ଭାଷଣ ଦେଉଛ । କଥାଟା ସତ । ଆମେ ସମସ୍ତେ ସଫେଇ ପାଇଁ ଅନ୍ୟ ଉପରେ ନିର୍ଭର କରୁ । ରାସ୍ତାରେ ଅଳିଆ ପକାଇ ପୌରପାଳିକାକୁ ଗାଳି ଦେଉ । ଝାଡୁ ମାତାଜୀଙ୍କ କୃପାରୁ ଆଜି ଅନେକ ଦଳ କ୍ଷମତାକୁ ଆସିଛନ୍ତି । ଝାଡୁ ଚିହ୍ନ ନେଇ ନିର୍ବାଚନ ଲଢ଼ି ଜିତିଛନ୍ତି । ଦୁର୍ନୀତି ସଫା କରିବାର ପ୍ରତିଶ୍ରୁତି ଦେଇଛନ୍ତି । କିନ୍ତୁ କ୍ଷମତାରେ ବସିବା ପରେ ଝାଡୁ କଥା ଭୁଲିଯାଉଛନ୍ତି । ବାହାରେ ଦୋକାନରେ ଝାଡୁର ଦାମ୍ ମଧ୍ୟ ବଢ଼ିଗଲାଣି । ଆଗରୁ ଦଶ ଟଙ୍କାରେ ମିଳୁଥିବା ଝାଡୁ ଏବେ ପଚାଶ ଟଙ୍କା ହେଲାଣି । ଦୋକାନୀ କହିଲା ବାବୁ, ଝାଡୁର ଚାହିଦା ବଢ଼ିଛି, ସମସ୍ତେ ଝାଡୁ କିଣୁଛନ୍ତି । ମୁଁ ପଚାରିଲି, ଏତେ ଝାଡୁ କିଏ କିଣୁଛି ? ସେ ହସି କହିଲା, ଫଟୋ ଉଠାଇବା ପାଇଁ ନେତା ଓ ଅଫିସରମାନେ । ଏପରି ଦେଖାଣିଆ ସ୍ୱଚ୍ଛତା ଦେଶକୁ ସଫା କରିପାରିବ ନାହିଁ । ପ୍ରତ୍ୟେକ ନାଗରିକ ନିଜ ଘର, ନିଜ ପଡ଼ିଆ ଓ ନିଜ ରାସ୍ତା ସଫା ରଖିବାର ଦାୟିତ୍ୱ ନେଲେ ହିଁ ପ୍ରକୃତ ସ୍ୱଚ୍ଛ ଭାରତ ଗଢ଼ିହେବ । ଶ୍ରୀମତୀ ଶେଷରେ ଝାଡୁ ମୋ ହାତରେ ଧରାଇଦେଇ କହିଲେ, ଆଗେ ଘରଟା ସଫା କର, ତା'ପରେ ଦେଶ ସଫା କରିବ । ମୁଁ ଝାଡୁ ଧରି ମନେ ମନେ କହିଲି - ଜୟ ହୋ ଝାଡୁ ମାତାଜୀ । ତୁମ କୃପାରୁ ଘର ସଫା ହେଉ, ମନ ସଫା ହେଉ, ଦେଶ ସଫା ହେଉ । ତୁମେ ହିଁ ଗରିବ ଓ ଧନୀ ସମସ୍ତଙ୍କ ଘରେ ସମାନ ଭାବରେ ବିରାଜମାନ । ତୁମ ବିନା କୌଣସି ଘରର ଶୋଭା ନାହିଁ । ଝାଡୁ ପୂଜା ହେଉ ବା ନହେଉ, ଝାଡୁ ବ୍ୟବହାର ନିଶ୍ଚିତ ହେଉ - ଏହା ହିଁ ଆଜିର ପ୍ରାର୍ଥନା । [6, 1853, 336, 2256]
sudoku-cell[interactable] [1236, 1663, 1268, 1694]
sudoku-cell: 2 [1424, 1631, 1456, 1663]
sudoku-cell[interactable] [1267, 1663, 1299, 1694]
letters-banner [1160, 6, 1494, 48]
sudoku-cell: 2 [1267, 1757, 1299, 1788]
answer-cell: 9 [1317, 1875, 1329, 1887]
contact-box [1168, 1268, 1486, 1464]
answer-cell: 4 [1329, 1959, 1341, 1971]
sudoku-cell[interactable] [1173, 1569, 1205, 1600]
sudoku-row [1173, 1788, 1455, 1820]
contact-note: advertisements, commercial queries) [1230, 1427, 1424, 1439]
answer-cell: 8 [1389, 1875, 1401, 1887]
letter-item [1160, 528, 1494, 910]
editorial-paragraph: ଗଣତନ୍ତ୍ରରେ ପ୍ରତିବାଦ କରିବାର ଅଧିକାର ସମସ୍ତଙ୍କର ଅଛି, କିନ୍ତୁ ସେହି ପ୍ରତିବାଦ ଯଦି ଜନଜୀବନକୁ ଅଚଳ କରିଦିଏ ତେବେ ତାହା ଗ୍ରହଣୀୟ ନୁହେଁ । ମୁଖ୍ୟମନ୍ତ୍ରୀଙ୍କ ଧାରଣା ଯୋଗୁଁ ଦିଲ୍ଲୀର ଅନେକ ମେଟ୍ରୋ ଷ୍ଟେସନ ବନ୍ଦ ରହିଲା ଏବଂ ଯାତାୟାତ ବ୍ୟାହତ ହେଲା । [608, 165, 866, 238]
answer-cell: 5 [1293, 1935, 1305, 1947]
letter-title: ମୁଦ୍ରାକୁ ନେଇ ବିବାଦ [1247, 54, 1407, 78]
answer-cell: 4 [1305, 1875, 1317, 1887]
archive-years-label: ପଚିଶ ବର୍ଷ ତଳର ଧରିତ୍ରୀ [24, 815, 142, 860]
answer-cell: 9 [1389, 1887, 1401, 1899]
answer-cell: 5 [1353, 1911, 1365, 1923]
answer-cell: 5 [1365, 1875, 1377, 1887]
sudoku-credit: © Puzzles by Pappocom [1168, 1512, 1278, 1523]
answer-cell: 7 [1389, 1959, 1401, 1971]
sudoku-cell[interactable] [1173, 1757, 1205, 1788]
answer-cell: 5 [1305, 1899, 1317, 1911]
letter-body: ୨୦୨୩ ମସିହାରେ ହୋଇଥିବା ପ୍ରତିଯୋଗିତାମୂଳକ ପରୀକ୍ଷାରେ ଅନେକ ପ୍ରାର୍ଥୀ ଯୋଗଦେଇ ପାରିନଥିଲେ । ପରୀକ୍ଷା କେନ୍ଦ୍ର ବହୁଦୂରରେ ରହିଥିବାରୁ ଗ୍ରାମାଞ୍ଚଳର ପ୍ରାର୍ଥୀମାନେ ସମୟରେ ପହଞ୍ଚିପାରିନଥିଲେ । ଏହି ପ୍ରାର୍ଥୀମାନଙ୍କ ପାଇଁ ପୁନଃ ପରୀକ୍ଷାର ବ୍ୟବସ୍ଥା କରାଯାଉ ବୋଲି ଅନୁରୋଧ କରୁଛି । [1160, 1073, 1494, 1131]
column-author: ନାରାୟଣ ମିଶ୍ର [694, 1476, 782, 1494]
